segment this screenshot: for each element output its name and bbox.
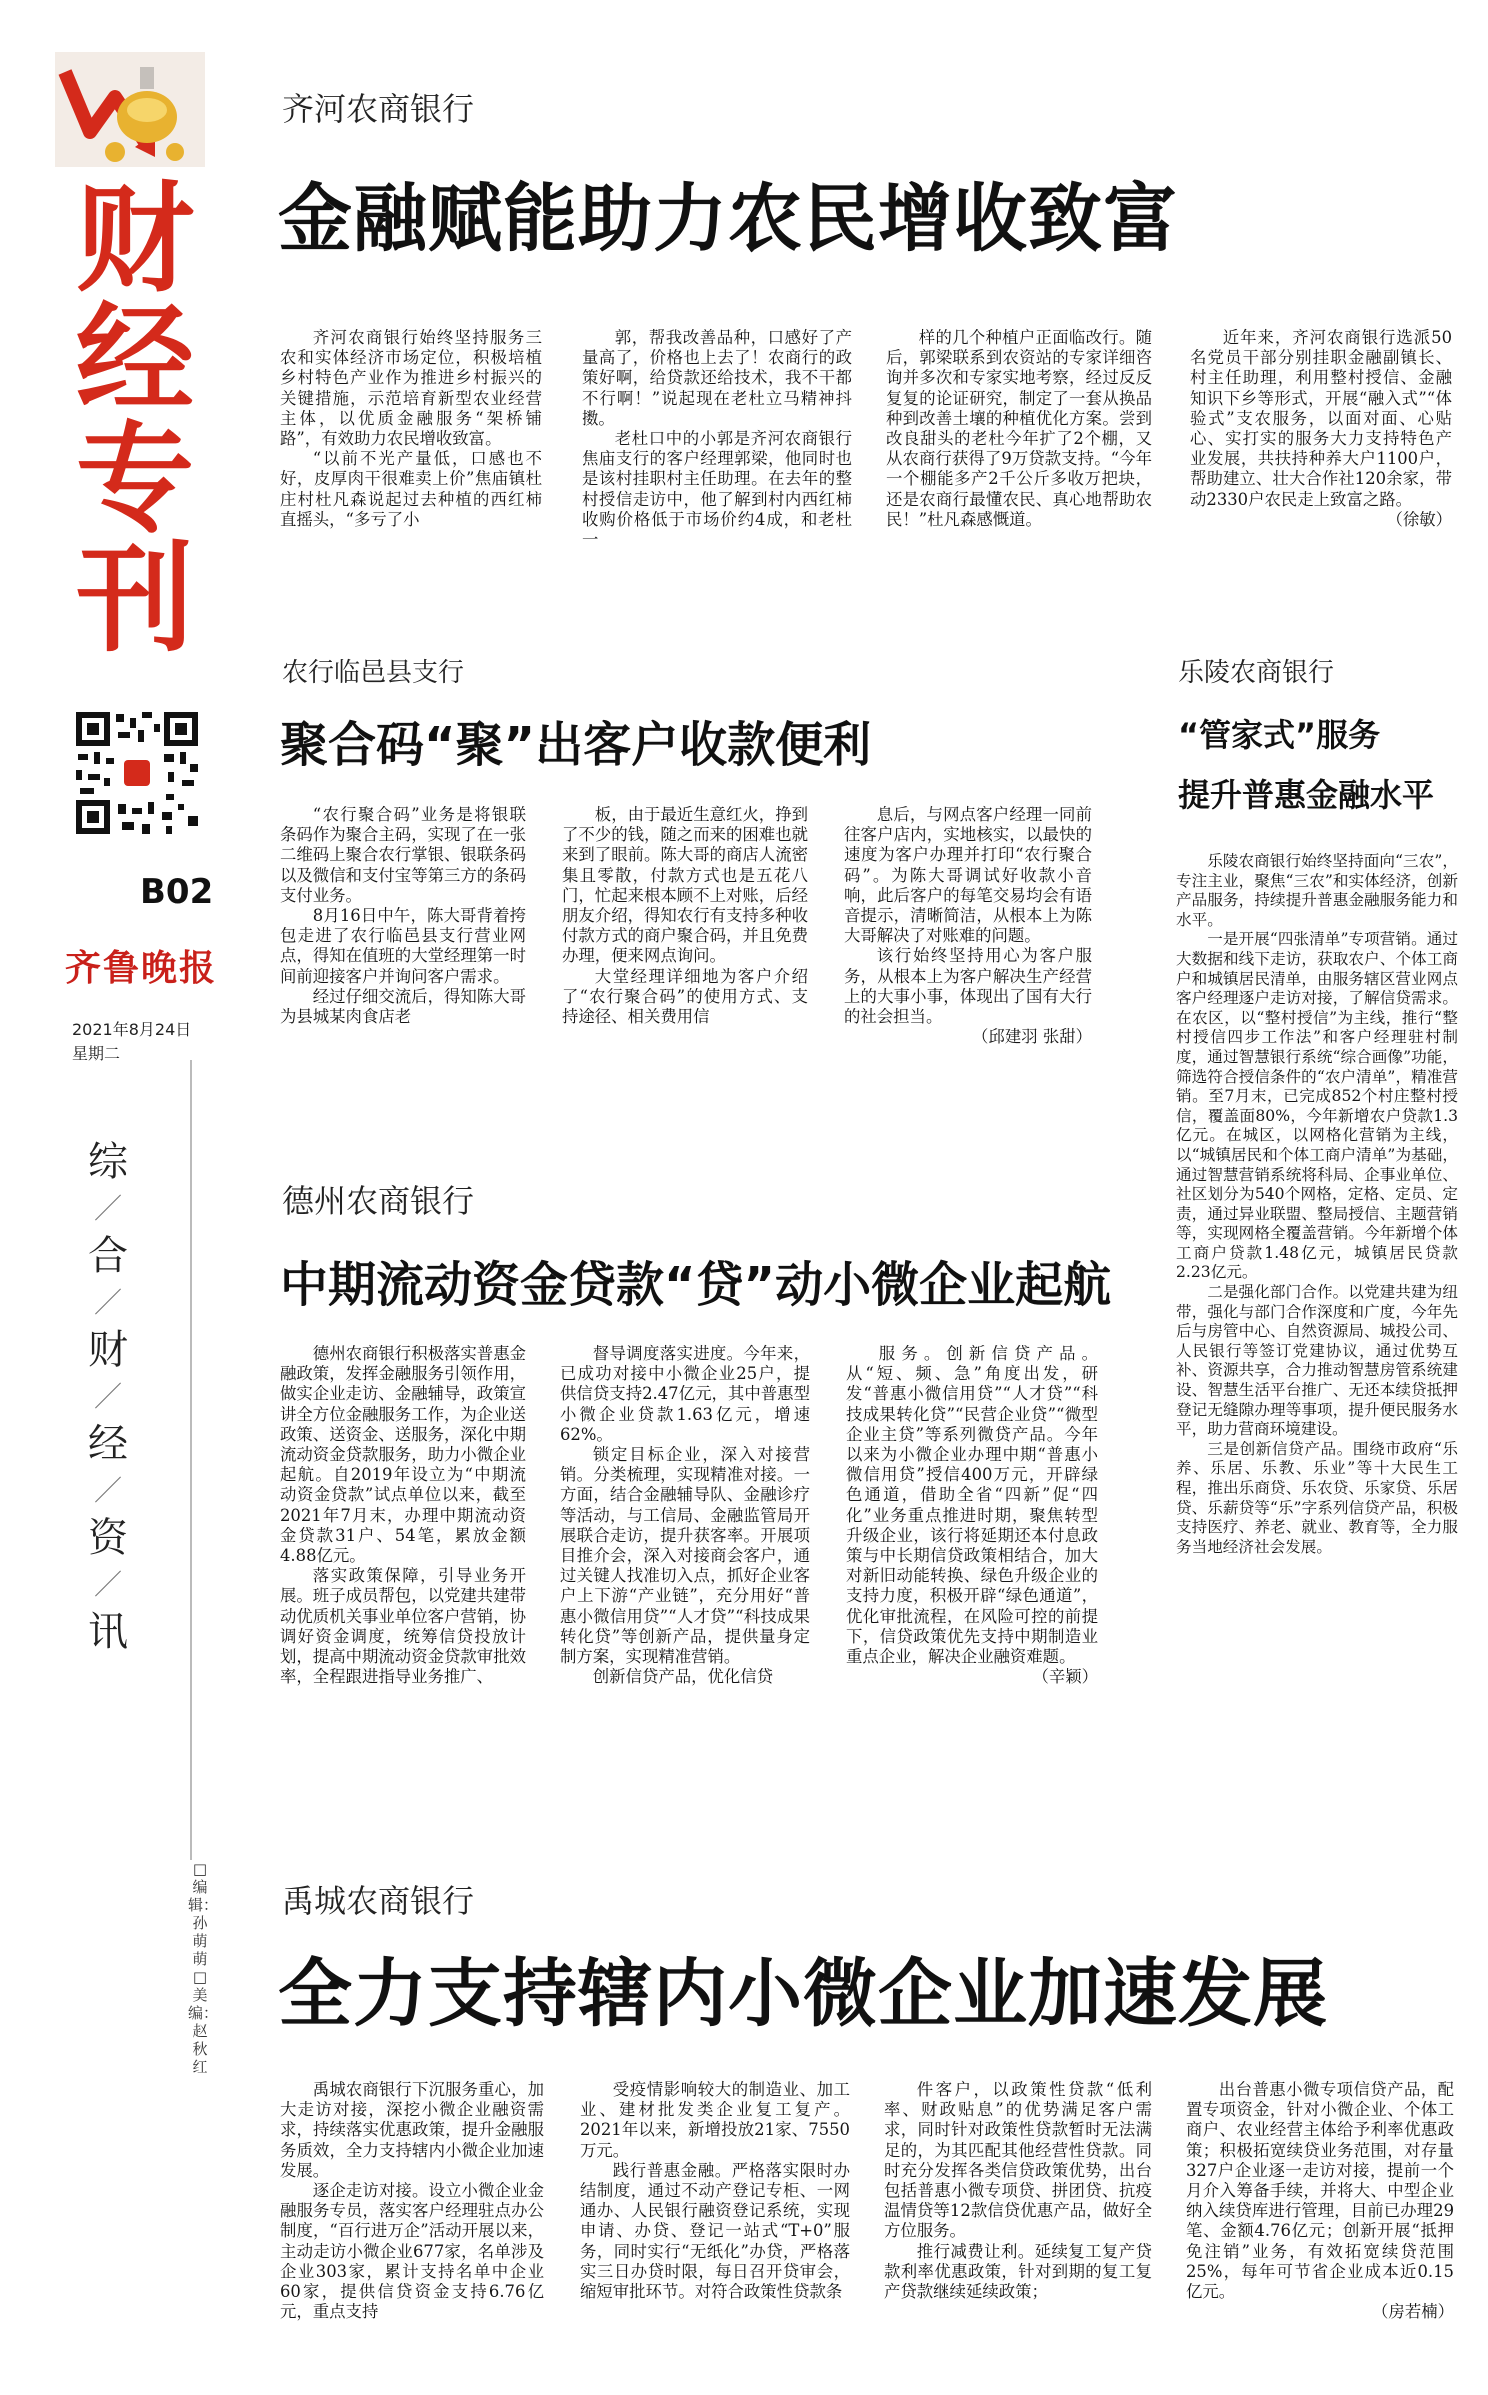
article5-col2 [580, 2080, 850, 2380]
article5-bank: 禹城农商银行 [282, 1882, 475, 1920]
finance-logo-image [55, 52, 205, 167]
paragraph: 件客户，以政策性贷款“低利率、财政贴息”的优势满足客户需求，同时针对政策性贷款暂时无法满足的，为其匹配其他经营性贷款。同时充分发挥各类信贷政策优势，出台包括普惠小微专项贷、拼团贷、抗疫温情贷等12款信贷优惠产品，做好全方位服务。 [884, 2080, 1152, 2241]
article1-col3 [886, 328, 1152, 573]
slash-divider: ／ [93, 1380, 122, 1413]
slash-divider: ／ [93, 1286, 122, 1319]
slash-divider: ／ [93, 1568, 122, 1601]
paragraph: 乐陵农商银行始终坚持面向“三农”，专注主业，聚焦“三农”和实体经济，创新产品服务，持续提升普惠金融服务能力和水平。 [1176, 852, 1458, 929]
article5-col4 [1186, 2080, 1454, 2380]
title-char-4: 刊 [75, 530, 194, 668]
paragraph: 板，由于最近生意红火，挣到了不少的钱，随之而来的困难也就来到了眼前。陈大哥的商店人流密集且零散，付款方式也是五花八门，忙起来根本顾不上对账，后经朋友介绍，得知农行有支持多种收付款方式的商户聚合码，并且免费办理，便来网点询问。 [562, 805, 808, 966]
sidebar [0, 0, 250, 2395]
article1-headline: 金融赋能助力农民增收致富 [278, 176, 1178, 262]
newspaper-name: 齐鲁晚报 [65, 947, 218, 989]
category-char-1: 综 [88, 1139, 128, 1185]
paragraph: 一是开展“四张清单”专项营销。通过大数据和线下走访，获取农户、个体工商户和城镇居民清单，由服务辖区营业网点客户经理逐户走访对接，了解信贷需求。在农区，以“整村授信”为主线，推行“整村授信四步工作法”和客户经理驻村制度，通过智慧银行系统“综合画像”功能，筛选符合授信条件的“农户清单”，精准营销。至7月末，已完成852个村庄整村授信，覆盖面80%，今年新增农户贷款1.3亿元。在城区，以网格化营销为主线，以“城镇居民和个体工商户清单”为基础，通过智慧营销系统将科局、企事业单位、社区划分为540个网格，定格、定员、定责，通过异业联盟、整局授信、主题营销等，实现网格全覆盖营销。今年新增个体工商户贷款1.48亿元，城镇居民贷款2.23亿元。 [1176, 930, 1458, 1282]
paragraph: 践行普惠金融。严格落实限时办结制度，通过不动产登记专柜、一网通办、人民银行融资登记系统，实现申请、办贷、登记一站式“T+0”服务，同时实行“无纸化”办贷，严格落实三日办贷时限，每日召开贷审会，缩短审批环节。对符合政策性贷款条 [580, 2160, 850, 2302]
page-number: B02 [140, 872, 214, 912]
sidebar-divider [190, 1060, 192, 1860]
article3-bank: 乐陵农商银行 [1178, 658, 1335, 688]
title-char-1: 财 [75, 170, 194, 308]
article3-body [1176, 852, 1458, 1794]
qr-code[interactable] [72, 708, 202, 838]
paragraph: 创新信贷产品，优化信贷 [592, 1667, 774, 1687]
weekday-text: 星期二 [72, 1044, 121, 1063]
article5-col1 [280, 2080, 544, 2380]
slash-divider: ／ [93, 1192, 122, 1225]
publish-date [72, 1018, 191, 1066]
paragraph: 样的几个种植户正面临改行。随后，郭梁联系到农资站的专家详细咨询并多次和专家实地考察，经过反反复复的论证研究，制定了一套从换品种到改善土壤的种植优化方案。尝到改良甜头的老杜今年扩了2个棚，又从农商行获得了9万贷款支持。“今年一个棚能多产2千公斤多收万把块，还是农商行最懂农民、真心地帮助农民！”杜凡森感慨道。 [886, 328, 1152, 529]
article4-col2 [560, 1344, 810, 1789]
paragraph: 老杜口中的小郭是齐河农商银行焦庙支行的客户经理郭梁，他同时也是该村挂职村主任助理。在去年的整村授信走访中，他了解到村内西红柿收购价格低于市场价约4成，和老杜一 [582, 429, 852, 550]
article4-headline: 中期流动资金贷款“贷”动小微企业起航 [280, 1257, 1112, 1313]
paragraph: 服务。创新信贷产品。从“短、频、急”角度出发，研发“普惠小微信用贷”“人才贷”“科技成果转化贷”“民营企业贷”“微型企业主贷”等系列微贷产品。今年以来为小微企业办理中期“普惠小微信用贷”授信400万元，开辟绿色通道，借助全省“四新”促“四化”业务重点推进时期，聚焦转型升级企业，该行将延期还本付息政策与中长期信贷政策相结合，加大对新旧动能转换、绿色升级企业的支持力度，积极开辟“绿色通道”，优化审批流程，在风险可控的前提下，信贷政策优先支持中期制造业重点企业，解决企业融资难题。 [846, 1344, 1098, 1667]
article1-col4 [1190, 328, 1452, 573]
editor-credit: □编辑：孙萌萌 □美编：赵秋红 [188, 1860, 219, 2076]
category-char-4: 经 [88, 1421, 128, 1467]
paragraph: 8月16日中午，陈大哥背着挎包走进了农行临邑县支行营业网点，得知在值班的大堂经理第一时间前迎接客户并询问客户需求。 [280, 906, 526, 986]
article4-col3-text [846, 1344, 1098, 1667]
paragraph: 锁定目标企业，深入对接营销。分类梳理，实现精准对接。一方面，结合金融辅导队、金融诊疗等活动，与工信局、金融监管局开展联合走访，提升获客率。开展项目推介会，深入对接商会客户，通过关键人找准切入点，抓好企业客户上下游“产业链”，充分用好“普惠小微信用贷”“人才贷”“科技成果转化贷”等创新产品，提供量身定制方案，实现精准营销。 [560, 1445, 810, 1667]
article2-col1 [280, 805, 526, 1110]
article2-col3-text [844, 805, 1092, 1027]
paragraph: “以前不光产量低，口感也不好，皮厚肉干很难卖上价”焦庙镇杜庄村杜凡森说起过去种植的西红柿直摇头，“多亏了小 [280, 449, 542, 529]
article1-col4-text [1190, 328, 1452, 510]
paragraph: 德州农商银行积极落实普惠金融政策，发挥金融服务引领作用，做实企业走访、金融辅导，政策宣讲全方位金融服务工作，为企业送政策、送资金、送服务，深化中期流动资金贷款服务，助力小微企业起航。自2019年设立为“中期流动资金贷款”试点单位以来，截至2021年7月末，办理中期流动资金贷款31户、54笔，累放金额4.88亿元。 [280, 1344, 526, 1566]
title-char-2: 经 [75, 290, 194, 428]
paragraph: 二是强化部门合作。以党建共建为纽带，强化与部门合作深度和广度，今年先后与房管中心、自然资源局、城投公司、人民银行等签订党建协议，通过优势互补、资源共享，合力推动智慧房管系统建设、智慧生活平台推广、无还本续贷抵押登记无缝隙办理等事项，提升便民服务水平，助力营商环境建设。 [1176, 1283, 1458, 1439]
category-char-2: 合 [88, 1233, 128, 1279]
paragraph: 经过仔细交流后，得知陈大哥为县城某肉食店老 [280, 986, 526, 1027]
article1-byline: （徐敏） [1386, 509, 1452, 529]
paragraph: 三是创新信贷产品。围绕市政府“乐养、乐居、乐教、乐业”等十大民生工程，推出乐商贷、乐农贷、乐家贷、乐居贷、乐薪贷等“乐”字系列信贷产品，积极支持医疗、养老、就业、教育等，全力服务当地经济社会发展。 [1176, 1439, 1458, 1556]
article4-col3 [846, 1344, 1098, 1789]
category-label [88, 1135, 128, 1659]
date-text: 2021年8月24日 [72, 1020, 192, 1039]
article2-byline: （邱建羽 张甜） [972, 1027, 1092, 1047]
paragraph: 近年来，齐河农商银行选派50名党员干部分别挂职金融副镇长、村主任助理，利用整村授信、金融知识下乡等形式，开展“融入式”“体验式”支农服务，以面对面、心贴心、实打实的服务大力支持特色产业发展，共扶持种养大户1100户，帮助建立、壮大合作社120余家，带动2330户农民走上致富之路。 [1190, 328, 1452, 509]
article4-bank: 德州农商银行 [282, 1182, 475, 1220]
article5-col4-text [1186, 2080, 1454, 2302]
category-char-6: 讯 [88, 1609, 128, 1655]
article5-byline: （房若楠） [1372, 2302, 1454, 2322]
article3-headline-1: “管家式”服务 [1178, 716, 1381, 754]
article1-bank: 齐河农商银行 [282, 90, 475, 128]
paragraph: 大堂经理详细地为客户介绍了“农行聚合码”的使用方式、支持途径、相关费用信 [562, 966, 808, 1027]
article2-bank: 农行临邑县支行 [282, 658, 465, 688]
paragraph: 禹城农商银行下沉服务重心，加大走访对接，深挖小微企业融资需求，持续落实优惠政策，提升金融服务质效，全力支持辖内小微企业加速发展。 [280, 2080, 544, 2180]
category-char-3: 财 [88, 1327, 128, 1373]
article1-col2 [582, 328, 852, 573]
paragraph: 逐企走访对接。设立小微企业金融服务专员，落实客户经理驻点办公制度，“百行进万企”活动开展以来，主动走访小微企业677家，名单涉及企业303家，累计支持名单中企业60家，提供信贷资金支持6.76亿元，重点支持 [280, 2181, 544, 2322]
article2-col2 [562, 805, 808, 1110]
article2-col3 [844, 805, 1092, 1110]
article1-col1 [280, 328, 542, 573]
paragraph: 推行减费让利。延续复工复产贷款利率优惠政策，针对到期的复工复产贷款继续延续政策； [884, 2241, 1152, 2302]
article5-col3 [884, 2080, 1152, 2380]
slash-divider: ／ [93, 1474, 122, 1507]
paragraph: 受疫情影响较大的制造业、加工业、建材批发类企业复工复产。2021年以来，新增投放21家、7550万元。 [580, 2080, 850, 2160]
title-char-3: 专 [75, 410, 194, 548]
article4-col1 [280, 1344, 526, 1789]
paragraph: 息后，与网点客户经理一同前往客户店内，实地核实，以最快的速度为客户办理并打印“农行聚合码”。为陈大哥调试好收款小音响，此后客户的每笔交易均会有语音提示，清晰简洁，从根本上为陈大哥解决了对账难的问题。 [844, 805, 1092, 946]
article4-byline: （辛颖） [1032, 1667, 1098, 1687]
paragraph: 齐河农商银行始终坚持服务三农和实体经济市场定位，积极培植乡村特色产业作为推进乡村振兴的关键措施，示范培育新型农业经营主体，以优质金融服务“架桥铺路”，有效助力农民增收致富。 [280, 328, 542, 449]
article5-headline: 全力支持辖内小微企业加速发展 [278, 1951, 1328, 2037]
paragraph: 出台普惠小微专项信贷产品，配置专项资金，针对小微企业、个体工商户、农业经营主体给予利率优惠政策；积极拓宽续贷业务范围，对存量327户企业逐一走访对接，提前一个月介入筹备手续，并将大、中型企业纳入续贷库进行管理，目前已办理29笔、金额4.76亿元；创新开展“抵押免注销”业务，有效拓宽续贷范围25%，每年可节省企业成本近0.15亿元。 [1186, 2080, 1454, 2302]
paragraph: 督导调度落实进度。今年来，已成功对接中小微企业25户，提供信贷支持2.47亿元，其中普惠型小微企业贷款1.63亿元，增速62%。 [560, 1344, 810, 1444]
article2-headline: 聚合码“聚”出客户收款便利 [280, 717, 872, 773]
paragraph: 郭，帮我改善品种，口感好了产量高了，价格也上去了！农商行的政策好啊，给贷款还给技术，我不干都不行啊！”说起现在老杜立马精神抖擞。 [582, 328, 852, 428]
category-char-5: 资 [88, 1515, 128, 1561]
paragraph: 该行始终坚持用心为客户服务，从根本上为客户解决生产经营上的大事小事，体现出了国有大行的社会担当。 [844, 946, 1092, 1027]
paragraph: 落实政策保障，引导业务开展。班子成员帮包，以党建共建带动优质机关事业单位客户营销，协调好资金调度，统筹信贷投放计划，提高中期流动资金贷款审批效率，全程跟进指导业务推广、 [280, 1566, 526, 1687]
paragraph: “农行聚合码”业务是将银联条码作为聚合主码，实现了在一张二维码上聚合农行掌银、银联条码以及微信和支付宝等第三方的条码支付业务。 [280, 805, 526, 905]
article3-headline-2: 提升普惠金融水平 [1178, 776, 1435, 814]
